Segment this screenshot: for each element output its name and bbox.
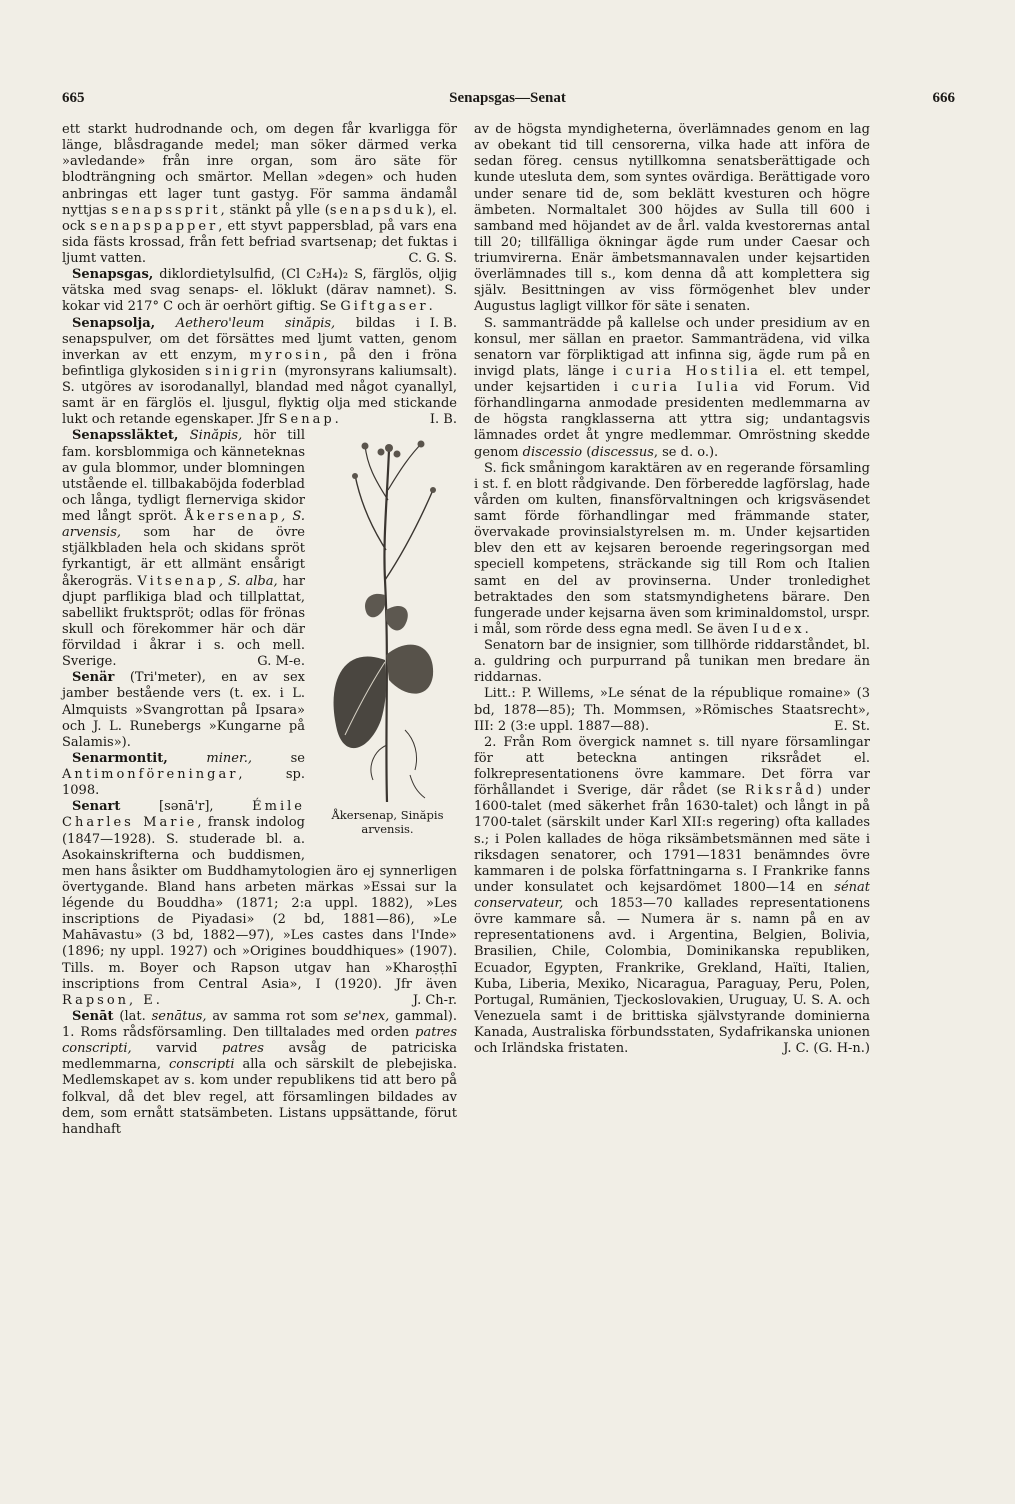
entry-senapsslaktet: Senapssläktet, Sinăpis, hör till fam. korsblommiga och känneteknas av gula blommor, under blomningen utstående el. tillbakaböjda foderblad och långa, tydligt flernerviga skidor med långt spröt. Åkersenap, S. arvensis, som har de övre stjälkbladen hela och skidans spröt fyrkantigt, är ett allmänt ensårigt åkerogräs. Vitsenap, S. alba, har djupt parflikiga blad och tillplattat, sabellikt fruktspröt; odlas för frönas skull och förekommer här och där förvildad i åkrar i s. och mell. Sverige. G. M-e. bbox=[62, 428, 305, 670]
page-title: Senapsgas—Senat bbox=[449, 90, 566, 106]
entry-senapsolja: Senapsolja, Aethero'leum sinăpis, bildas i senapspulver, om det försättes med ljumt vatten, genom inverkan av ett enzym, myrosin, på den i fröna befintliga glykosiden sinigrin (myronsyrans kaliumsalt). S. utgöres av isorodanallyl, blandad med något cyanallyl, samt är en färglös el. ljusgul, flyktig olja med stickande lukt och retande egenskaper. Jfr Senap. I. B. bbox=[62, 315, 457, 428]
senat-para-1: av de högsta myndigheterna, överlämnades genom en lag av obekant tid till censorerna, vilka hade att införa de sedan föreg. census nytillkomna senatsberättigade och kunde utesluta dem, som syntes ovärdiga. Berättigade voro under senare tid de, som beklätt kvesturen och högre ämbeten. Normaltalet 300 höjdes av Sulla till 600 i samband med höjandet av de årl. valda kvestorernas antal till 20; tillfälliga ökningar ägde rum under Caesar och triumvirerna. Enär ämbetsmannavalen under kejsartiden överlämnades till s., kom denna då att komplettera sig själv. Besittningen av viss förmögenhet blev under Augustus lagligt villkor för säte i senaten. bbox=[474, 122, 870, 315]
entry-senarmontit: Senarmontit, miner., se Antimonföreningar, sp. 1098. bbox=[62, 750, 306, 799]
entry-senar: Senär (Tri'meter), en av sex jamber bestående vers (t. ex. i L. Almquists »Svangrottan på Ipsara» och J. L. Runebergs »Kungarne på Salamis»). bbox=[62, 670, 305, 750]
senat-para-4: Senatorn bar de insignier, som tillhörde riddarståndet, bl. a. guldring och purpurrand på tunikan men bredare än riddarnas. bbox=[474, 638, 870, 686]
senat-para-2: S. sammanträdde på kallelse och under presidium av en konsul, mer sällan en praetor. Sammanträdena, vid vilka senatorn var förpliktigad att infinna sig, ägde rum på en invigd plats, länge i curia Hostilia el. ett tempel, under kejsartiden i curia Iulia vid Forum. Vid förhandlingarna anmodade presidenten medlemmarna av de högsta rangklasserna att yttra sig; undantagsvis lämnades ordet åt yngre medlemmar. Omröstning skedde genom discessio (discessus, se d. o.). bbox=[474, 315, 871, 460]
senat-para-6: 2. Från Rom övergick namnet s. till nyare församlingar för att beteckna antingen riksrådet el. folkrepresentationens övre kammare. Det förra var förhållandet i Sverige, där rådet (se Riksråd) under 1600-talet (med säkerhet från 1630-talet) och långt in på 1700-talet (särskilt under Karl XII:s regering) ofta kallades s.; i Polen kallades de höga riksämbetsmännen med säte i riksdagen senatorer, och 1791—1831 benämndes övre kammaren i de polska författningarna s. I Frankrike fanns under konsulatet och kejsardömet 1800—14 en sénat conservateur, och 1853—70 kallades representationens övre kammare så. — Numera är s. namn på en av representationens avd. i Argentina, Belgien, Bolivia, Brasilien, Chile, Colombia, Dominikanska republiken, Ecuador, Egypten, Frankrike, Grekland, Haïti, Italien, Kuba, Liberia, Mexiko, Nicaragua, Paraguay, Peru, Polen, Portugal, Rumänien, Tjeckoslovakien, Uruguay, U. S. A. och Venezuela samt i de brittiska självstyrande dominierna Kanada, Australiska förbundsstaten, Sydafrikanska unionen och Irländska fristaten. J. C. (G. H-n.) bbox=[474, 734, 870, 1057]
page-number-left: 665 bbox=[62, 90, 85, 106]
right-column bbox=[474, 122, 870, 1057]
senat-para-3: S. fick småningom karaktären av en regerande församling i st. f. en blott rådgivande. Den förberedde lagförslag, hade vården om kulten, finansförvaltningen och krigsväsendet samt förde förhandlingar med främmande stater, övervakade provinsialstyrelsen m. m. Under kejsartiden blev den ett av kejsaren beroende regeringsorgan med speciell kompetens, sträckande sig till Rom och Italien samt en del av provinserna. Under tronledighet betraktades den som statsmyndighetens bärare. Den fungerade under kejsarna även som kriminaldomstol, urspr. i mål, som rörde dess egna medl. Se även Iudex. bbox=[474, 460, 870, 637]
entry-senapsgas: Senapsgas, diklordietylsulfid, (Cl C₂H₄)₂ S, färglös, oljig vätska med svag senaps- el. löklukt (därav namnet). S. kokar vid 217° C och är oerhört giftig. Se Giftgaser. I. B. bbox=[62, 267, 457, 331]
entry-senart: Senart [sənā'r], Émile Charles Marie, fransk indolog (1847—1928). S. studerade bl. a. Asokainskrifterna och buddismen, men hans åsikter om Buddhamytologien äro ej synnerligen övertygande. Bland hans arbeten märkas »Essai sur la légende du Bouddha» (1871; 2:a uppl. 1882), »Les inscriptions de Piyadasi» (2 bd, 1881—86), »Le Mahāvastu» (3 bd, 1882—97), »Les castes dans l'Inde» (1896; ny uppl. 1927) och »Origines bouddhiques» (1907). Tills. m. Boyer och Rapson utgav han »Kharoṣṭhī inscriptions from Central Asia», I (1920). Jfr även Rapson, E. J. Ch-r. bbox=[62, 799, 457, 1008]
page-number-right: 666 bbox=[932, 90, 955, 106]
figure-caption: Åkersenap, Sinăpis arvensis. bbox=[331, 808, 444, 837]
entry-senapsdeg-cont: ett starkt hudrodnande och, om degen får kvarligga för länge, blåsdragande medel; man söker därmed verka »avledande» från inre organ, som äro säte för blodträngning och smärtor. Mellan »degen» och huden anbringas ett lager tunt gastyg. För samma ändamål nyttjas senapssprit, stänkt på ylle (senapsduk), el. ock senapspapper, ett styvt pappersblad, på vars ena sida fästs krossad, från fett befriad svartsenap; det fuktas i ljumt vatten. C. G. S. bbox=[62, 122, 458, 266]
mustard-plant-illustration bbox=[315, 430, 460, 810]
entry-senat: Senāt (lat. senātus, av samma rot som se'nex, gammal). 1. Roms rådsförsamling. Den tilltalades med orden patres conscripti, varvid patres avsåg de patriciska medlemmarna, conscripti alla och särskilt de plebejiska. Medlemskapet av s. kom under republikens tid att bero på folkval, då det blev regel, att församlingen bildades av dem, som ernått statsämbeten. Listans uppsättande, förut handhaft bbox=[62, 1008, 457, 1137]
senat-literature: Litt.: P. Willems, »Le sénat de la république romaine» (3 bd, 1878—85); Th. Mommsen, »Römisches Staatsrecht», III: 2 (3:e uppl. 1887—88). E. St. bbox=[474, 686, 870, 734]
left-column bbox=[62, 122, 457, 1138]
mustard-plant-figure bbox=[315, 430, 460, 850]
